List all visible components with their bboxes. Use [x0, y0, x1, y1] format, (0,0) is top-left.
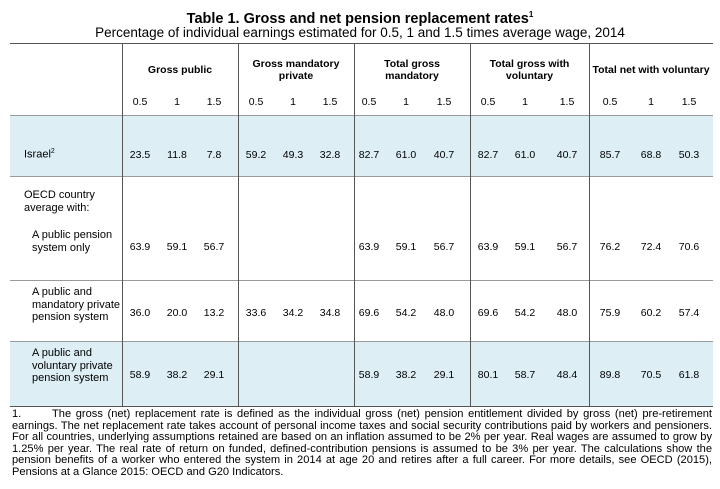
table-cell-public-only-6: 63.9: [358, 241, 380, 253]
title-text: Table 1. Gross and net pension replacement rates: [186, 10, 529, 27]
subheader-total-gross-mandatory-1: 1: [403, 96, 409, 108]
row-label-public-mandatory: A public and mandatory private pension system: [32, 286, 121, 323]
table-cell-public-voluntary-0: 58.9: [129, 369, 151, 381]
table-cell-public-voluntary-13: 70.5: [640, 369, 662, 381]
pension-table: [10, 43, 713, 407]
table-cell-israel-10: 61.0: [514, 149, 536, 161]
table-cell-public-only-1: 59.1: [166, 241, 188, 253]
row-label-public-voluntary: A public and voluntary private pension system: [32, 347, 113, 384]
table-cell-israel-6: 82.7: [358, 149, 380, 161]
subheader-total-net-voluntary-15: 1.5: [681, 96, 697, 108]
subheader-total-gross-voluntary-05: 0.5: [480, 96, 496, 108]
footnote: [12, 409, 712, 489]
subheader-gross-public-15: 1.5: [206, 96, 222, 108]
col-group-total-gross-voluntary: Total gross with voluntary: [489, 58, 570, 82]
table-cell-public-mandatory-10: 54.2: [514, 307, 536, 319]
row-rule-public-mandatory: [10, 341, 713, 342]
table-cell-public-voluntary-6: 58.9: [358, 369, 380, 381]
table-cell-public-mandatory-4: 34.2: [282, 307, 304, 319]
table-cell-israel-13: 68.8: [640, 149, 662, 161]
footnote-number: 1.: [12, 409, 22, 420]
table-subtitle: Percentage of individual earnings estimated for 0.5, 1 and 1.5 times average wage, 2014: [95, 25, 625, 40]
table-cell-israel-4: 49.3: [282, 149, 304, 161]
table-cell-public-voluntary-7: 38.2: [395, 369, 417, 381]
table-cell-public-mandatory-5: 34.8: [319, 307, 341, 319]
table-cell-public-mandatory-12: 75.9: [599, 307, 621, 319]
table-cell-public-voluntary-14: 61.8: [678, 369, 700, 381]
table-cell-public-only-9: 63.9: [477, 241, 499, 253]
table-cell-israel-3: 59.2: [245, 149, 267, 161]
table-cell-public-voluntary-8: 29.1: [433, 369, 455, 381]
table-cell-public-voluntary-1: 38.2: [166, 369, 188, 381]
table-cell-israel-11: 40.7: [556, 149, 578, 161]
subheader-gross-mandatory-private-05: 0.5: [248, 96, 264, 108]
table-cell-public-only-0: 63.9: [129, 241, 151, 253]
table-cell-public-only-8: 56.7: [433, 241, 455, 253]
table-cell-public-only-10: 59.1: [514, 241, 536, 253]
table-cell-public-only-11: 56.7: [556, 241, 578, 253]
subheader-total-gross-voluntary-1: 1: [522, 96, 528, 108]
table-cell-israel-1: 11.8: [167, 149, 187, 161]
table-cell-public-only-7: 59.1: [395, 241, 417, 253]
row-label-israel: [24, 146, 55, 161]
table-cell-public-only-12: 76.2: [599, 241, 621, 253]
table-cell-public-only-13: 72.4: [640, 241, 662, 253]
table-cell-public-mandatory-1: 20.0: [166, 307, 188, 319]
table-cell-public-voluntary-10: 58.7: [514, 369, 536, 381]
table-cell-public-voluntary-12: 89.8: [599, 369, 621, 381]
table-cell-israel-7: 61.0: [395, 149, 417, 161]
table-cell-public-mandatory-3: 33.6: [245, 307, 267, 319]
table-cell-israel-5: 32.8: [319, 149, 341, 161]
table-cell-public-voluntary-11: 48.4: [556, 369, 578, 381]
row-rule-israel: [10, 176, 713, 177]
row-label-oecd-average: OECD country average with:: [24, 189, 95, 214]
israel-footnote-mark: 2: [50, 148, 55, 155]
subheader-gross-public-1: 1: [174, 96, 180, 108]
col-group-total-gross-mandatory: Total gross mandatory: [384, 58, 440, 82]
table-cell-public-voluntary-2: 29.1: [203, 369, 225, 381]
table-cell-public-mandatory-11: 48.0: [556, 307, 578, 319]
row-label-public-only: A public pension system only: [32, 229, 113, 254]
table-cell-public-voluntary-9: 80.1: [477, 369, 499, 381]
table-cell-public-only-2: 56.7: [203, 241, 225, 253]
col-divider-5: [589, 43, 590, 407]
col-group-gross-mandatory-private: Gross mandatory private: [252, 58, 340, 82]
israel-row-band: [10, 115, 713, 176]
subheader-total-gross-mandatory-15: 1.5: [436, 96, 452, 108]
subheader-total-gross-mandatory-05: 0.5: [361, 96, 377, 108]
table-cell-israel-8: 40.7: [433, 149, 455, 161]
table-cell-israel-14: 50.3: [678, 149, 700, 161]
table-cell-public-mandatory-9: 69.6: [477, 307, 499, 319]
subheader-gross-mandatory-private-15: 1.5: [322, 96, 338, 108]
table-cell-israel-2: 7.8: [206, 149, 222, 161]
subheader-rule: [10, 115, 713, 116]
title-footnote-mark: 1: [528, 10, 534, 19]
subheader-total-net-voluntary-05: 0.5: [602, 96, 618, 108]
row-rule-public-only: [10, 280, 713, 281]
table-cell-public-only-14: 70.6: [678, 241, 700, 253]
table-cell-israel-12: 85.7: [599, 149, 621, 161]
table-cell-public-mandatory-6: 69.6: [358, 307, 380, 319]
subheader-total-gross-voluntary-15: 1.5: [559, 96, 575, 108]
table-cell-israel-9: 82.7: [477, 149, 499, 161]
table-bottom-rule: [10, 406, 713, 407]
table-cell-public-mandatory-8: 48.0: [433, 307, 455, 319]
table-cell-public-mandatory-7: 54.2: [395, 307, 417, 319]
table-cell-public-mandatory-0: 36.0: [129, 307, 151, 319]
col-group-total-net-voluntary: Total net with voluntary: [592, 64, 710, 76]
table-cell-public-mandatory-13: 60.2: [640, 307, 662, 319]
table-cell-israel-0: 23.5: [129, 149, 151, 161]
col-group-gross-public: Gross public: [147, 64, 213, 76]
subheader-total-net-voluntary-1: 1: [648, 96, 654, 108]
subheader-gross-mandatory-private-1: 1: [290, 96, 296, 108]
table-cell-public-mandatory-2: 13.2: [203, 307, 225, 319]
table-cell-public-mandatory-14: 57.4: [678, 307, 700, 319]
footnote-text: The gross (net) replacement rate is defined as the individual gross (net) pension entitlement divided by gross (net) pre-retirement earnings. The net replacement rate takes account of personal income taxes and social security contributions paid by workers and pensioners. For all countries, underlying assumptions retained are based on an inflation assumed to be 2% per year. Real wages are assumed to grow by 1.25% per year. The real rate of return on funded, defined-contribution pensions is assumed to be 3% per year. The calculations show the pension benefits of a worker who entered the system in 2014 at age 20 and retires after a full career. For more details, see OECD (2015), Pensions at a Glance 2015: OECD and G20 Indicators.: [12, 409, 712, 478]
israel-label-text: Israel: [24, 148, 51, 161]
subheader-gross-public-05: 0.5: [132, 96, 148, 108]
table-top-rule: [10, 43, 713, 44]
